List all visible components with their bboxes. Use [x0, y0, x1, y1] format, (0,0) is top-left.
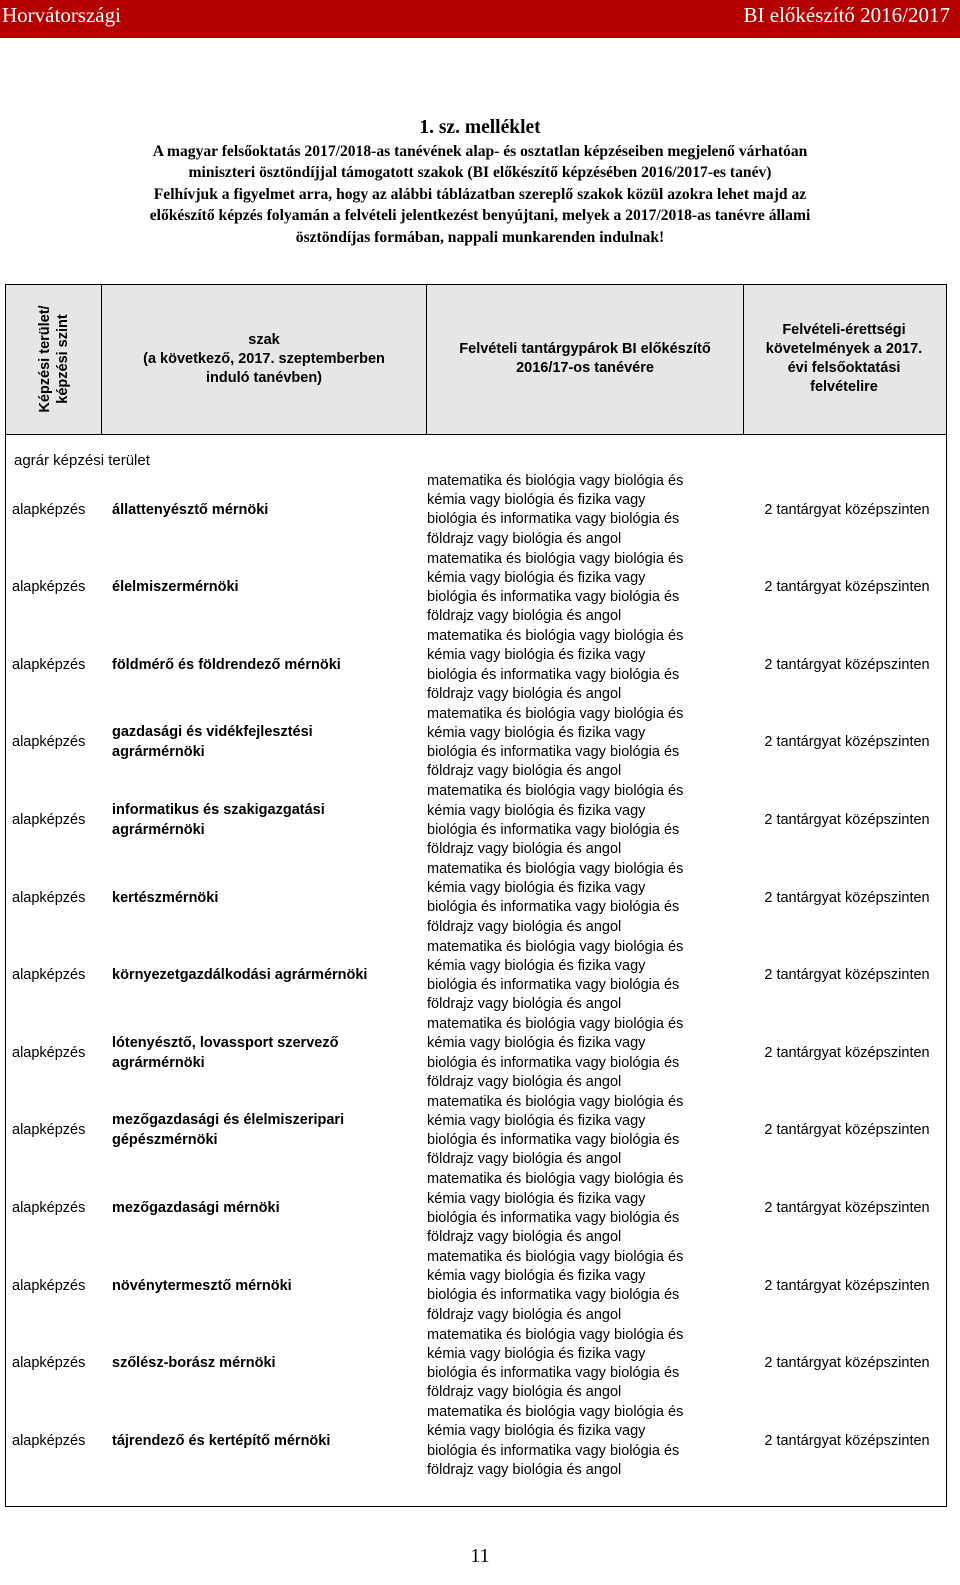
row-subjects	[427, 938, 747, 1015]
row-requirement: 2 tantárgyat középszinten	[764, 1277, 930, 1294]
row-subjects	[427, 1170, 747, 1247]
program-line: gazdasági és vidékfejlesztési	[112, 724, 313, 741]
program-line: agrármérnöki	[112, 744, 205, 761]
header-line: felvételire	[810, 379, 878, 395]
row-level: alapképzés	[12, 1432, 86, 1449]
row-requirement: 2 tantárgyat középszinten	[764, 1122, 930, 1139]
subject-line: biológia és informatika vagy biológia és	[427, 1287, 680, 1304]
subject-line: matematika és biológia vagy biológia és	[427, 861, 684, 877]
row-subjects	[427, 1093, 747, 1170]
programs-table	[5, 284, 947, 1507]
row-subjects	[427, 1326, 747, 1403]
intro-line: előkészítő képzés folyamán a felvételi jelentkezést benyújtani, melyek a 2017/2018-as tanévre állami	[149, 207, 811, 225]
row-level: alapképzés	[12, 579, 86, 596]
table-row	[6, 1402, 946, 1480]
row-program	[112, 1014, 422, 1091]
row-requirement: 2 tantárgyat középszinten	[764, 889, 930, 906]
document-title: 1. sz. melléklet	[419, 117, 541, 138]
subject-line: földrajz vagy biológia és angol	[427, 996, 622, 1013]
subject-line: kémia vagy biológia és fizika vagy	[427, 802, 646, 819]
program-line: környezetgazdálkodási agrármérnöki	[112, 967, 368, 984]
subject-line: matematika és biológia vagy biológia és	[427, 1016, 684, 1033]
subject-line: matematika és biológia vagy biológia és	[427, 1171, 684, 1188]
area-label: agrár képzési terület	[14, 452, 150, 469]
row-program	[112, 626, 422, 703]
header-line: követelmények a 2017.	[765, 341, 923, 357]
row-requirement: 2 tantárgyat középszinten	[764, 1199, 930, 1216]
subject-line: földrajz vagy biológia és angol	[427, 685, 622, 702]
row-requirement: 2 tantárgyat középszinten	[764, 811, 930, 828]
row-program	[112, 1092, 422, 1169]
program-line: agrármérnöki	[112, 1054, 205, 1071]
subject-line: matematika és biológia vagy biológia és	[427, 783, 684, 800]
table-row	[6, 1014, 946, 1092]
subject-line: földrajz vagy biológia és angol	[427, 1073, 622, 1090]
subject-line: biológia és informatika vagy biológia és	[427, 1054, 680, 1071]
header-line: Képzési terület/	[36, 305, 53, 413]
subject-line: kémia vagy biológia és fizika vagy	[427, 492, 646, 509]
subject-line: matematika és biológia vagy biológia és	[427, 473, 684, 489]
program-line: élelmiszermérnöki	[112, 579, 239, 596]
intro-paragraph	[14, 141, 946, 248]
subject-line: biológia és informatika vagy biológia és	[427, 1209, 680, 1226]
program-line: tájrendező és kertépítő mérnöki	[112, 1432, 331, 1449]
program-line: agrármérnöki	[112, 821, 205, 838]
intro-line: A magyar felsőoktatás 2017/2018-as tanévének alap- és osztatlan képzéseiben megjelenő várhatóan	[152, 143, 808, 160]
row-program	[112, 1247, 422, 1324]
subject-line: földrajz vagy biológia és angol	[427, 530, 622, 547]
program-line: állattenyésztő mérnöki	[112, 501, 269, 518]
subject-line: biológia és informatika vagy biológia és	[427, 666, 680, 683]
row-subjects	[427, 705, 747, 782]
header-line: Felvételi tantárgypárok BI előkészítő	[459, 341, 711, 357]
subject-line: biológia és informatika vagy biológia és	[427, 589, 680, 605]
page-header-bar	[0, 0, 960, 38]
header-program	[102, 285, 426, 433]
row-level: alapképzés	[12, 1199, 86, 1216]
header-right-text: BI előkészítő 2016/2017	[743, 3, 950, 27]
program-line: kertészmérnöki	[112, 889, 219, 906]
row-subjects	[427, 472, 747, 549]
table-row	[6, 1247, 946, 1325]
program-line: szőlész-borász mérnöki	[112, 1355, 276, 1372]
table-row	[6, 1325, 946, 1403]
subject-line: földrajz vagy biológia és angol	[427, 918, 622, 935]
subject-line: biológia és informatika vagy biológia és	[427, 744, 680, 761]
subject-line: földrajz vagy biológia és angol	[427, 763, 622, 780]
row-level: alapképzés	[12, 1044, 86, 1061]
row-level: alapképzés	[12, 889, 86, 906]
subject-line: kémia vagy biológia és fizika vagy	[427, 880, 646, 897]
header-area-level	[6, 285, 101, 433]
header-subject-pairs	[427, 285, 743, 433]
row-level: alapképzés	[12, 1355, 86, 1372]
header-line: szak	[248, 331, 280, 348]
subject-line: matematika és biológia vagy biológia és	[427, 1093, 684, 1110]
row-level: alapképzés	[12, 811, 86, 828]
table-row	[6, 1169, 946, 1247]
row-level: alapképzés	[12, 734, 86, 751]
table-row	[6, 626, 946, 704]
row-level: alapképzés	[12, 1277, 86, 1294]
header-line: (a következő, 2017. szeptemberben	[143, 350, 385, 367]
subject-line: kémia vagy biológia és fizika vagy	[427, 1113, 646, 1129]
row-requirement: 2 tantárgyat középszinten	[764, 734, 930, 751]
page-number: 11	[470, 1545, 490, 1567]
program-line: mezőgazdasági és élelmiszeripari	[112, 1112, 345, 1129]
subject-line: kémia vagy biológia és fizika vagy	[427, 1345, 646, 1362]
subject-line: matematika és biológia vagy biológia és	[427, 628, 684, 645]
row-program	[112, 1169, 422, 1246]
subject-line: földrajz vagy biológia és angol	[427, 608, 622, 625]
subject-line: biológia és informatika vagy biológia és	[427, 511, 680, 528]
row-program	[112, 471, 422, 548]
table-row	[6, 471, 946, 549]
table-row	[6, 937, 946, 1015]
row-program	[112, 704, 422, 781]
subject-line: kémia vagy biológia és fizika vagy	[427, 725, 646, 741]
row-level: alapképzés	[12, 967, 86, 984]
intro-line: ösztöndíjas formában, nappali munkarenden indulnak!	[295, 228, 665, 246]
subject-line: biológia és informatika vagy biológia és	[427, 1442, 680, 1459]
table-row	[6, 859, 946, 937]
subject-line: földrajz vagy biológia és angol	[427, 1461, 622, 1478]
subject-line: kémia vagy biológia és fizika vagy	[427, 1190, 646, 1207]
program-line: növénytermesztő mérnöki	[112, 1277, 292, 1294]
subject-line: matematika és biológia vagy biológia és	[427, 550, 684, 567]
subject-line: kémia vagy biológia és fizika vagy	[427, 1423, 646, 1440]
row-program	[112, 1402, 422, 1479]
row-program	[112, 549, 422, 626]
subject-line: biológia és informatika vagy biológia és	[427, 977, 680, 993]
row-program	[112, 937, 422, 1014]
table-row	[6, 781, 946, 859]
header-line: évi felsőoktatási	[787, 360, 901, 376]
row-requirement: 2 tantárgyat középszinten	[764, 1355, 930, 1372]
intro-line: Felhívjuk a figyelmet arra, hogy az alábbi táblázatban szereplő szakok közül azokra lehet majd az	[153, 185, 807, 203]
subject-line: biológia és informatika vagy biológia és	[427, 821, 680, 838]
row-subjects	[427, 1015, 747, 1092]
row-level: alapképzés	[12, 1122, 86, 1139]
subject-line: földrajz vagy biológia és angol	[427, 1151, 622, 1168]
subject-line: kémia vagy biológia és fizika vagy	[427, 957, 646, 974]
subject-line: földrajz vagy biológia és angol	[427, 841, 622, 857]
row-subjects	[427, 860, 747, 937]
header-line: 2016/17-os tanévére	[516, 360, 654, 376]
row-requirement: 2 tantárgyat középszinten	[764, 656, 930, 673]
row-subjects	[427, 627, 747, 704]
subject-line: biológia és informatika vagy biológia és	[427, 1365, 680, 1381]
row-requirement: 2 tantárgyat középszinten	[764, 1044, 930, 1061]
row-program	[112, 1325, 422, 1402]
subject-line: kémia vagy biológia és fizika vagy	[427, 1268, 646, 1285]
header-line: képzési szint	[54, 314, 71, 404]
table-row	[6, 704, 946, 782]
subject-line: kémia vagy biológia és fizika vagy	[427, 569, 646, 586]
row-subjects	[427, 550, 747, 627]
subject-line: földrajz vagy biológia és angol	[427, 1384, 622, 1401]
row-subjects	[427, 782, 747, 859]
subject-line: kémia vagy biológia és fizika vagy	[427, 1035, 646, 1052]
program-line: mezőgazdasági mérnöki	[112, 1199, 280, 1216]
subject-line: biológia és informatika vagy biológia és	[427, 899, 680, 916]
row-requirement: 2 tantárgyat középszinten	[764, 1432, 930, 1449]
row-level: alapképzés	[12, 656, 86, 673]
row-subjects	[427, 1403, 747, 1480]
row-program	[112, 859, 422, 936]
subject-line: földrajz vagy biológia és angol	[427, 1306, 622, 1323]
row-requirement: 2 tantárgyat középszinten	[764, 967, 930, 984]
header-left-text: Horvátországi	[2, 3, 121, 27]
subject-line: matematika és biológia vagy biológia és	[427, 705, 684, 722]
header-line: induló tanévben)	[206, 369, 322, 386]
row-subjects	[427, 1248, 747, 1325]
table-row	[6, 549, 946, 627]
subject-line: földrajz vagy biológia és angol	[427, 1229, 622, 1245]
row-requirement: 2 tantárgyat középszinten	[764, 579, 930, 596]
subject-line: matematika és biológia vagy biológia és	[427, 1326, 684, 1343]
subject-line: biológia és informatika vagy biológia és	[427, 1132, 680, 1149]
table-row	[6, 1092, 946, 1170]
header-line: Felvételi-érettségi	[782, 322, 906, 338]
subject-line: matematika és biológia vagy biológia és	[427, 938, 684, 955]
program-line: gépészmérnöki	[112, 1132, 218, 1149]
subject-line: matematika és biológia vagy biológia és	[427, 1249, 684, 1265]
subject-line: kémia vagy biológia és fizika vagy	[427, 647, 646, 664]
subject-line: matematika és biológia vagy biológia és	[427, 1404, 684, 1421]
header-requirements	[744, 285, 944, 433]
row-level: alapképzés	[12, 501, 86, 518]
program-line: földmérő és földrendező mérnöki	[112, 656, 341, 673]
intro-line: miniszteri ösztöndíjjal támogatott szakok (BI előkészítő képzésében 2016/2017-es tanév)	[188, 164, 772, 182]
program-line: lótenyésztő, lovassport szervező	[112, 1034, 339, 1051]
table-header	[6, 285, 946, 435]
program-line: informatikus és szakigazgatási	[112, 801, 325, 818]
row-program	[112, 781, 422, 858]
row-requirement: 2 tantárgyat középszinten	[764, 501, 930, 518]
